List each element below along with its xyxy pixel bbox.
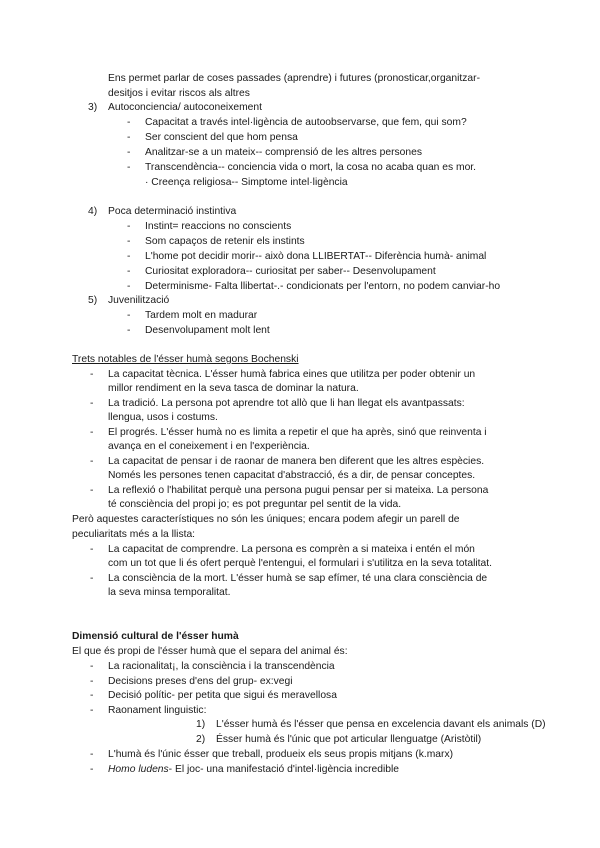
list-item-cont: la seva minsa temporalitat. xyxy=(108,587,231,598)
bullet-dash: - xyxy=(90,661,94,672)
list-item: La capacitat de pensar i de raonar de manera ben diferent que les altres espècies. xyxy=(108,456,485,467)
bullet-dash: - xyxy=(90,764,94,775)
list-item: Ser conscient del que hom pensa xyxy=(145,132,298,143)
list-item: Decisió polític- per petita que sigui és meravellosa xyxy=(108,690,337,701)
section-title-autoconciencia: Autoconciencia/ autoconeixement xyxy=(108,102,262,113)
bullet-dash: - xyxy=(90,573,94,584)
list-item-cont: com un tot que li és ofert perquè l'entengui, el formulari i s'utilitza en la seva totalitat. xyxy=(108,558,492,569)
bullet-dash: - xyxy=(90,676,94,687)
list-item: La consciència de la mort. L'ésser humà se sap efímer, té una clara consciència de xyxy=(108,573,488,584)
paragraph: Però aquestes característiques no són les úniques; encara podem afegir un parell de xyxy=(72,514,460,525)
paragraph: El que és propi de l'ésser humà que el separa del animal és: xyxy=(72,646,348,657)
bullet-dash: - xyxy=(90,690,94,701)
bullet-dash: - xyxy=(127,221,131,232)
bullet-dash: - xyxy=(127,310,131,321)
numbered-item: Ésser humà és l'únic que pot articular llenguatge (Aristòtil) xyxy=(216,734,482,745)
numbered-item: L'ésser humà és l'ésser que pensa en excelencia davant els animals (D) xyxy=(216,719,546,730)
list-item: Decisions preses d'ens del grup- ex:vegi xyxy=(108,676,293,687)
list-number: 5) xyxy=(88,295,98,306)
bullet-dash: - xyxy=(127,281,131,292)
bullet-dash: - xyxy=(90,398,94,409)
list-item: La reflexió o l'habilitat perquè una persona pugui pensar per si mateixa. La persona xyxy=(108,485,489,496)
bullet-dash: - xyxy=(127,266,131,277)
heading-bochenski: Trets notables de l'ésser humà segons Bochenski xyxy=(72,354,299,365)
list-item-cont: Només les persones tenen capacitat d'abstracció, és a dir, de pensar conceptes. xyxy=(108,470,476,481)
bullet-dash: - xyxy=(127,162,131,173)
list-item: Desenvolupament molt lent xyxy=(145,325,270,336)
intro-line: Ens permet parlar de coses passades (aprendre) i futures (pronosticar,organitzar- xyxy=(108,73,481,84)
bullet-dash: - xyxy=(90,427,94,438)
list-item: La tradició. La persona pot aprendre tot allò que li han llegat els avantpassats: xyxy=(108,398,465,409)
sub-item: · Creença religiosa-- Simptome intel·ligència xyxy=(145,177,348,188)
intro-line: desitjos i evitar riscos als altres xyxy=(108,88,250,99)
list-item-cont: llengua, usos i costums. xyxy=(108,412,218,423)
bullet-dash: - xyxy=(127,147,131,158)
bullet-dash: - xyxy=(90,456,94,467)
bullet-dash: - xyxy=(127,236,131,247)
list-item: La capacitat de comprendre. La persona es comprèn a si mateixa i entén el món xyxy=(108,544,475,555)
list-item-cont: avança en el coneixement i en l'experiència. xyxy=(108,441,310,452)
list-item: L'humà és l'únic ésser que treball, produeix els seus propis mitjans (k.marx) xyxy=(108,749,454,760)
list-item: L'home pot decidir morir-- això dona LLIBERTAT-- Diferència humà- animal xyxy=(145,251,487,262)
list-item-cont: té consciència del propi jo; es pot preguntar pel sentit de la vida. xyxy=(108,499,402,510)
bullet-dash: - xyxy=(127,117,131,128)
bullet-dash: - xyxy=(127,325,131,336)
bullet-dash: - xyxy=(127,251,131,262)
list-number: 1) xyxy=(196,719,206,730)
list-item: Analitzar-se a un mateix-- comprensió de les altres persones xyxy=(145,147,422,158)
bullet-dash: - xyxy=(127,132,131,143)
section-title-juvenilitzacio: Juvenilització xyxy=(108,295,170,306)
list-item: Som capaços de retenir els instints xyxy=(145,236,305,247)
bullet-dash: - xyxy=(90,485,94,496)
list-item: Capacitat a través intel·ligència de autoobservarse, que fem, qui som? xyxy=(145,117,467,128)
homo-ludens-term: Homo ludens xyxy=(108,764,169,775)
list-number: 4) xyxy=(88,206,98,217)
list-item: Instint= reaccions no conscients xyxy=(145,221,292,232)
list-number: 3) xyxy=(88,102,98,113)
list-item: Curiositat exploradora-- curiositat per saber-- Desenvolupament xyxy=(145,266,436,277)
list-item: Raonament linguistic: xyxy=(108,705,207,716)
list-item-cont: millor rendiment en la seva tasca de dominar la natura. xyxy=(108,383,359,394)
list-item: La capacitat tècnica. L'ésser humà fabrica eines que utilitza per poder obtenir un xyxy=(108,369,476,380)
list-item: El progrés. L'ésser humà no es limita a repetir el que ha après, sinó que reinventa i xyxy=(108,427,487,438)
list-item: Determinisme- Falta llibertat-.- condicionats per l'entorn, no podem canviar-ho xyxy=(145,281,501,292)
list-item xyxy=(108,763,399,776)
list-item: Tardem molt en madurar xyxy=(145,310,258,321)
bullet-dash: - xyxy=(90,749,94,760)
paragraph: peculiaritats més a la llista: xyxy=(72,529,196,540)
section-title-determinacio: Poca determinació instintiva xyxy=(108,206,237,217)
list-item-text: - El joc- una manifestació d'intel·ligència incredible xyxy=(168,764,399,775)
heading-cultural: Dimensió cultural de l'ésser humà xyxy=(72,631,239,642)
bullet-dash: - xyxy=(90,544,94,555)
list-item: Transcendència-- conciencia vida o mort, la cosa no acaba quan es mor. xyxy=(145,162,477,173)
bullet-dash: - xyxy=(90,705,94,716)
bullet-dash: - xyxy=(90,369,94,380)
list-item: La racionalitat¡, la consciència i la transcendència xyxy=(108,661,335,672)
list-number: 2) xyxy=(196,734,206,745)
